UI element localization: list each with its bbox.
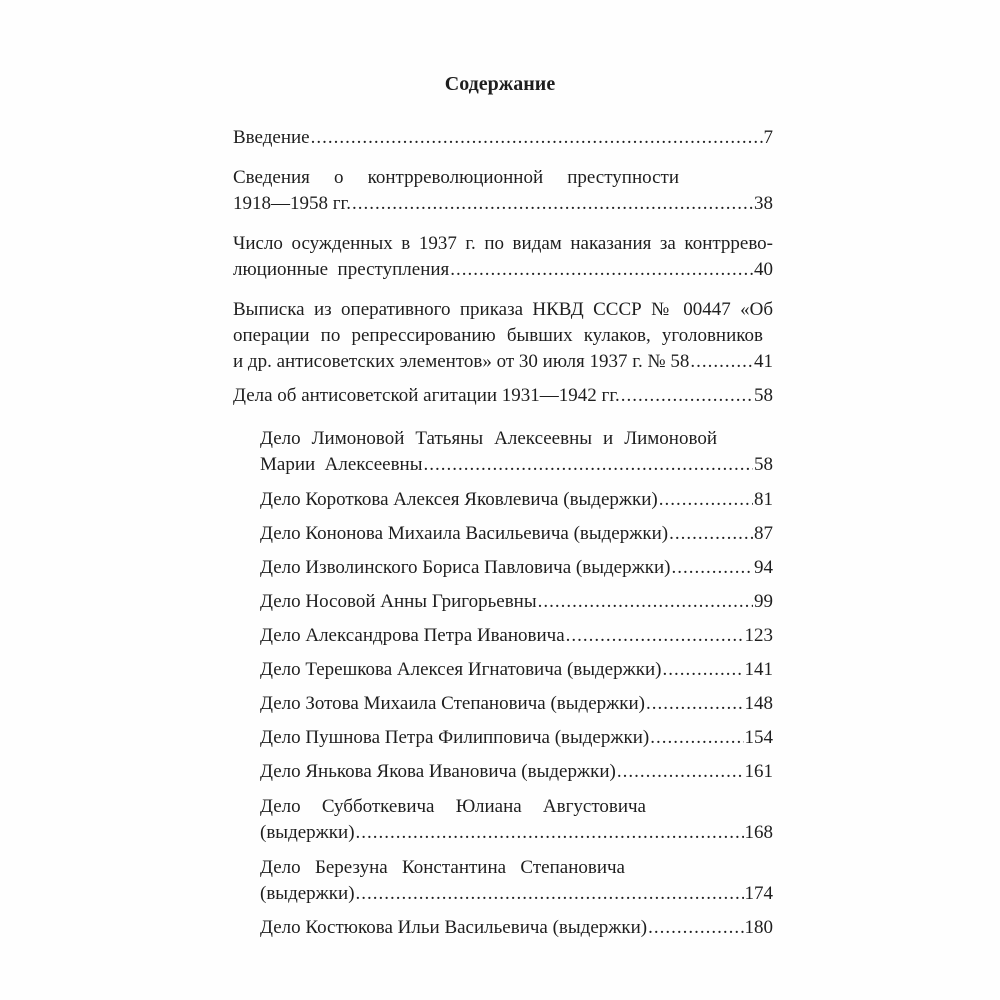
toc-entry-text: (выдержки) [260, 822, 355, 843]
toc-subentry-nosova [260, 589, 773, 615]
toc-entry-text: (выдержки) [260, 883, 355, 904]
toc-subentry-text-line: Дело Лимоновой Татьяны Алексеевны и Лимоновой [260, 428, 717, 449]
leader-dots [566, 623, 744, 649]
toc-page-number: 180 [744, 917, 773, 938]
toc-entry-convicted-1937 [233, 257, 773, 283]
leader-dots [659, 487, 753, 513]
toc-entry-text: Дело Александрова Петра Ивановича [260, 625, 565, 646]
toc-subentry-berezun [260, 881, 773, 907]
toc-page-number: 7 [763, 127, 773, 148]
toc-entry-text: Дело Костюкова Ильи Васильевича (выдержки) [260, 917, 648, 938]
toc-entry-text: Дело Зотова Михаила Степановича (выдержки) [260, 693, 645, 714]
toc-page-number: 174 [744, 883, 773, 904]
toc-entry-text: Дело Короткова Алексея Яковлевича (выдержки) [260, 489, 658, 510]
toc-subentry-izvolinsky [260, 555, 773, 581]
toc-subentry-aleksandrov [260, 623, 773, 649]
toc-subentry-text-line: Дело Березуна Константина Степановича [260, 857, 625, 878]
leader-dots [671, 555, 753, 581]
toc-entry-text-line: Выписка из оперативного приказа НКВД СССР № 00447 «Об [233, 299, 773, 320]
toc-page-number: 38 [754, 193, 773, 214]
toc-page-number: 168 [744, 822, 773, 843]
toc-page-number: 141 [744, 659, 773, 680]
leader-dots [662, 657, 743, 683]
leader-dots [538, 589, 753, 615]
toc-entry-text: люционные преступления [233, 259, 450, 280]
toc-page-number: 161 [744, 761, 773, 782]
leader-dots [356, 820, 744, 846]
toc-page-number: 154 [744, 727, 773, 748]
toc-entry-text-line: операции по репрессированию бывших кулаков, уголовников [233, 325, 763, 346]
toc-entry-anti-soviet-cases [233, 383, 773, 409]
toc-entry-text: 1918—1958 гг. [233, 193, 351, 214]
toc-subentry-zotov [260, 691, 773, 717]
toc-entry-introduction [233, 125, 773, 151]
page-title: Содержание [444, 73, 556, 95]
toc-entry-text: Марии Алексеевны [260, 454, 423, 475]
leader-dots [621, 383, 753, 409]
toc-entry-counterrevolution-crime [233, 191, 773, 217]
leader-dots [648, 915, 743, 941]
leader-dots [356, 881, 744, 907]
leader-dots [650, 725, 743, 751]
toc-page-number: 41 [754, 351, 773, 372]
toc-entry-text: Дело Янькова Якова Ивановича (выдержки) [260, 761, 616, 782]
leader-dots [690, 349, 753, 375]
toc-page-number: 81 [754, 489, 773, 510]
toc-page-number: 87 [754, 523, 773, 544]
toc-subentry-text-line: Дело Субботкевича Юлиана Августовича [260, 796, 646, 817]
toc-subentry-limonova [260, 452, 773, 478]
toc-subentry-pushnov [260, 725, 773, 751]
toc-subentry-yankov [260, 759, 773, 785]
toc-entry-nkvd-order [233, 349, 773, 375]
leader-dots [352, 191, 753, 217]
toc-page-number: 94 [754, 557, 773, 578]
toc-page-number: 148 [744, 693, 773, 714]
toc-subentry-subbotkevich [260, 820, 773, 846]
toc-entry-text: Дело Кононова Михаила Васильевича (выдержки) [260, 523, 669, 544]
toc-entry-text: Дело Изволинского Бориса Павловича (выдержки) [260, 557, 671, 578]
leader-dots [646, 691, 744, 717]
toc-page-number: 40 [754, 259, 773, 280]
toc-entry-text-line: Число осужденных в 1937 г. по видам наказания за контррево- [233, 233, 773, 254]
toc-subentry-tereshkov [260, 657, 773, 683]
toc-page-number: 58 [754, 385, 773, 406]
toc-entry-text: Дело Пушнова Петра Филипповича (выдержки) [260, 727, 650, 748]
toc-entry-text: Дела об антисоветской агитации 1931—1942 гг. [233, 385, 620, 406]
toc-entry-text: и др. антисоветских элементов» от 30 июля 1937 г. № 58 [233, 351, 690, 372]
toc-entry-text-line: Сведения о контрреволюционной преступности [233, 167, 679, 188]
toc-page-number: 123 [744, 625, 773, 646]
toc-subentry-kononov [260, 521, 773, 547]
toc-subentry-korotkov [260, 487, 773, 513]
leader-dots [617, 759, 744, 785]
leader-dots [450, 257, 753, 283]
leader-dots [669, 521, 753, 547]
leader-dots [311, 125, 763, 151]
toc-page-number: 99 [754, 591, 773, 612]
toc-entry-text: Введение [233, 127, 310, 148]
toc-subentry-kostyukov [260, 915, 773, 941]
toc-page-number: 58 [754, 454, 773, 475]
toc-entry-text: Дело Терешкова Алексея Игнатовича (выдержки) [260, 659, 662, 680]
toc-entry-text: Дело Носовой Анны Григорьевны [260, 591, 537, 612]
leader-dots [424, 452, 754, 478]
